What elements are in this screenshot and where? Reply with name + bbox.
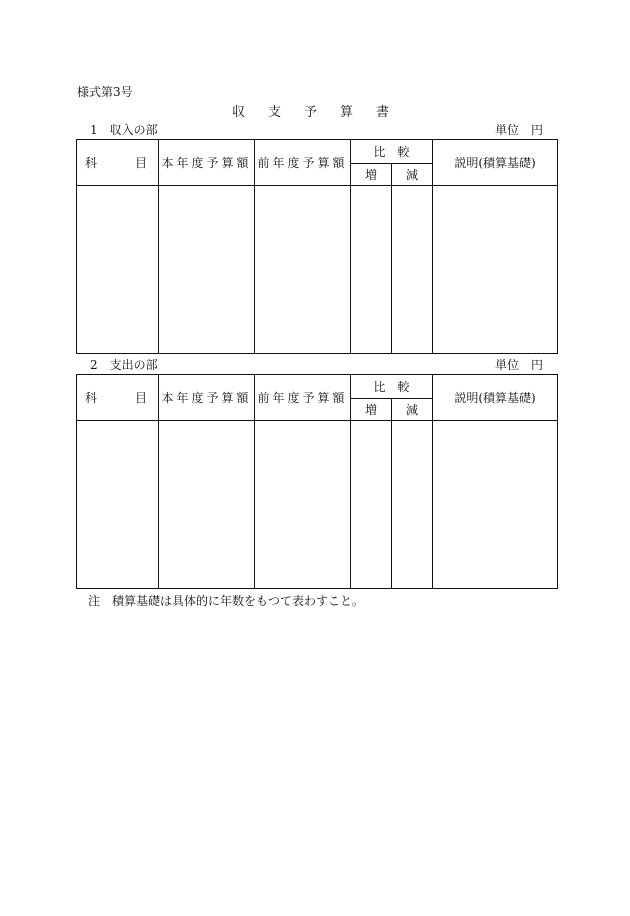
- footnote: 注 積算基礎は具体的に年数をもつて表わすこと。: [88, 594, 365, 608]
- increase-header: 増: [351, 164, 392, 186]
- subject-header: [77, 375, 159, 421]
- subject-header-left: 科: [85, 391, 98, 405]
- explanation-cell[interactable]: [433, 421, 558, 589]
- subject-header-right: 目: [134, 391, 147, 405]
- title-char: 支: [268, 105, 282, 120]
- expense-unit-label: 単位 円: [495, 358, 544, 372]
- previous-year-amount-cell[interactable]: [255, 186, 351, 354]
- increase-cell[interactable]: [351, 186, 392, 354]
- subject-header-left: 科: [85, 156, 98, 170]
- income-section-label: 1 収入の部: [90, 123, 158, 137]
- title-char: 算: [340, 105, 354, 120]
- decrease-header: 減: [392, 399, 433, 421]
- explanation-cell[interactable]: [433, 186, 558, 354]
- previous-year-budget-header: 前年度予算額: [255, 375, 351, 421]
- previous-year-budget-header: 前年度予算額: [255, 140, 351, 186]
- increase-header: 増: [351, 399, 392, 421]
- decrease-cell[interactable]: [392, 186, 433, 354]
- subject-cell[interactable]: [77, 186, 159, 354]
- subject-header: [77, 140, 159, 186]
- expense-budget-table: [76, 374, 558, 589]
- expense-section-label: 2 支出の部: [90, 358, 158, 372]
- subject-header-right: 目: [134, 156, 147, 170]
- decrease-cell[interactable]: [392, 421, 433, 589]
- title-char: 予: [304, 105, 318, 120]
- increase-cell[interactable]: [351, 421, 392, 589]
- previous-year-amount-cell[interactable]: [255, 421, 351, 589]
- income-unit-label: 単位 円: [495, 123, 544, 137]
- income-budget-table: [76, 139, 558, 354]
- title-char: 書: [376, 105, 390, 120]
- title-char: 収: [232, 105, 246, 120]
- comparison-header: 比 較: [351, 140, 433, 164]
- comparison-header: 比 較: [351, 375, 433, 399]
- explanation-header: 説明(積算基礎): [433, 140, 558, 186]
- document-title: [232, 106, 412, 119]
- current-year-amount-cell[interactable]: [159, 186, 255, 354]
- current-year-amount-cell[interactable]: [159, 421, 255, 589]
- current-year-budget-header: 本年度予算額: [159, 140, 255, 186]
- decrease-header: 減: [392, 164, 433, 186]
- explanation-header: 説明(積算基礎): [433, 375, 558, 421]
- subject-cell[interactable]: [77, 421, 159, 589]
- current-year-budget-header: 本年度予算額: [159, 375, 255, 421]
- form-number: 様式第3号: [77, 85, 133, 99]
